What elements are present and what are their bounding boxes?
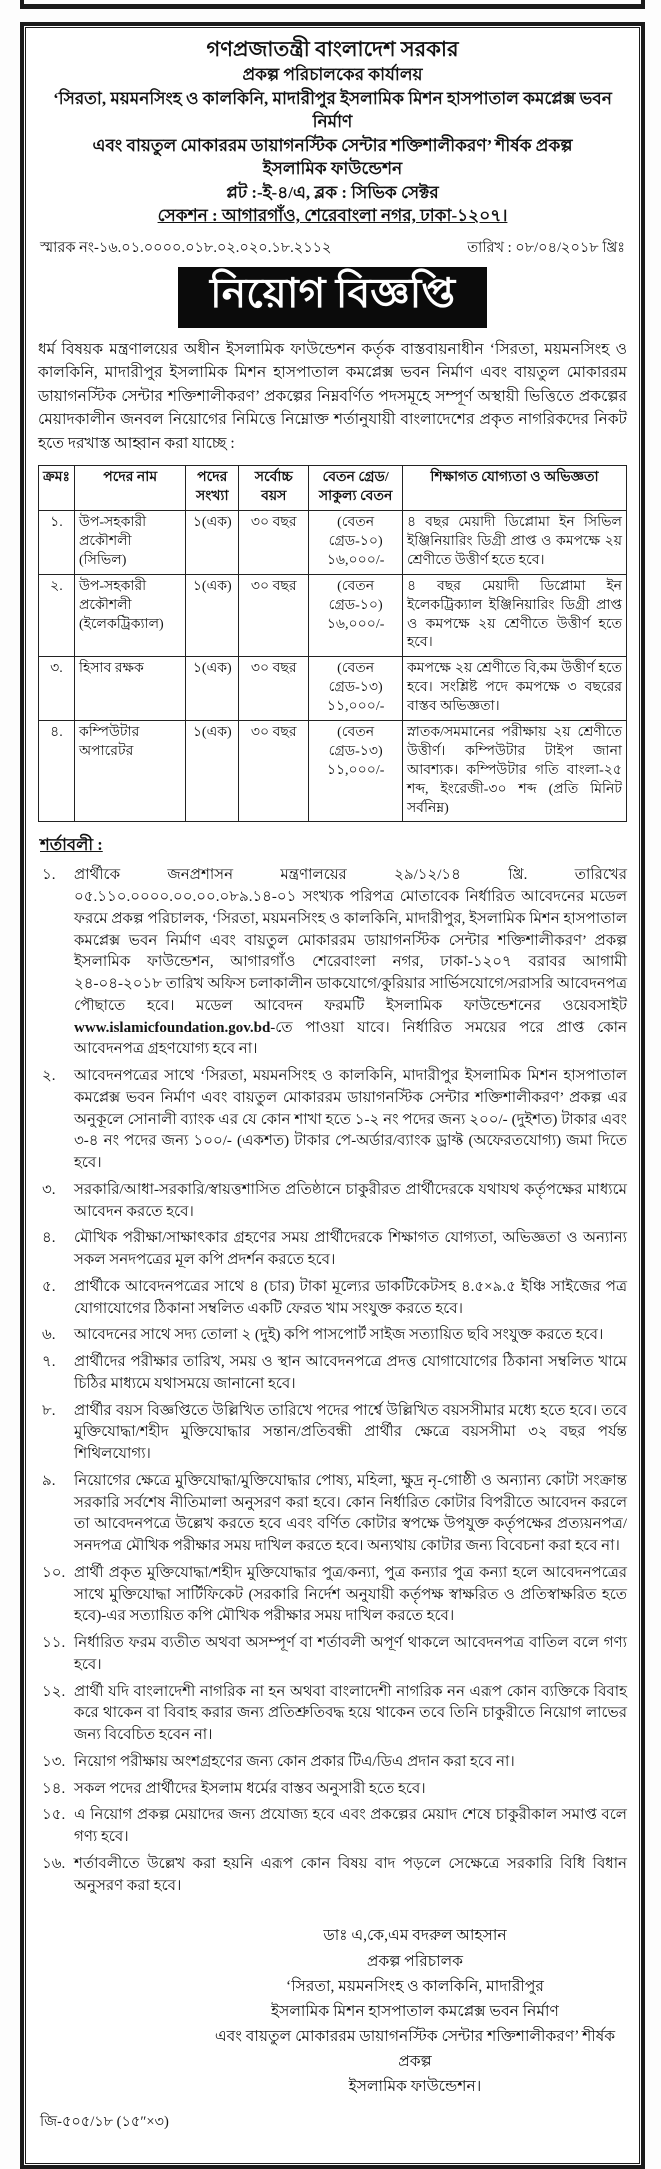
- salary-grade: (বেতন গ্রেড-১৩): [328, 725, 383, 759]
- memo-number: স্মারক নং-১৬.০১.০০০০.০১৮.০২.০২০.১৮.২১১২: [40, 240, 332, 257]
- term-text-after-url: -তে পাওয়া যাবে। নির্ধারিত সময়ের পরে প্রাপ্ত কোন আবেদনপত্র গ্রহণযোগ্য হবে না।: [74, 1019, 627, 1058]
- term-number: ১০.: [42, 1564, 66, 1581]
- term-text-before-url: প্রার্থীকে জনপ্রশাসন মন্ত্রণালয়ের ২৯/১২/১৪ খ্রি. তারিখের ০৫.১১০.০০০০.০০.০০.০৮৯.১৪-০১ সংখ্যক পরিপত্র মোতাবেক নির্ধারিত আবেদনের মডেল ফরমে প্রকল্প পরিচালক, ‘সিরতা, ময়মনসিংহ ও কালকিনি, মাদারীপুর, ইসলামিক মিশন হাসপাতাল কমপ্লেক্স ভবন নির্মাণ এবং বায়তুল মোকাররম ডায়াগনস্টিক সেন্টার শক্তিশালীকরণ’ প্রকল্প ইসলামিক ফাউন্ডেশন, আগারগাঁও শেরেবাংলা নগর, ঢাকা-১২০৭ বরাবর আগামী ২৪-০৪-২০১৮ তারিখ অফিস চলাকালীন ডাকযোগে/কুরিয়ার সার্ভিসযোগে/সরাসরি আবেদনপত্র পৌছাতে হবে। মডেল আবেদন ফরমটি ইসলামিক ফাউন্ডেশনের ওয়েবসাইট: [74, 867, 627, 1014]
- signatory-name: ডাঃ এ,কে,এম বদরুল আহসান: [323, 1927, 507, 1945]
- salary-amount: ১৬,০০০/-: [326, 552, 385, 568]
- terms-list: [38, 865, 627, 1897]
- term-item-9: [38, 1471, 627, 1558]
- project-name-line2: এবং বায়তুল মোকাররম ডায়াগনস্টিক সেন্টার শক্তিশালীকরণ’ শীর্ষক প্রকল্প: [92, 135, 573, 155]
- term-item-1: [38, 865, 627, 1061]
- table-row: [39, 511, 627, 575]
- row-age: ৩০ বছর: [239, 657, 309, 721]
- notice-document: [25, 27, 640, 2164]
- col-salary: বেতন গ্রেড/সাকুল্য বেতন: [309, 466, 403, 511]
- term-text: আবেদনপত্রের সাথে ‘সিরতা, ময়মনসিংহ ও কালকিনি, মাদারীপুর ইসলামিক মিশন হাসপাতাল কমপ্লেক্স ভবন নির্মাণ এবং বায়তুল মোকাররম ডায়াগনস্টিক সেন্টার শক্তিশালীকরণ’ প্রকল্প এর অনুকূলে সোনালী ব্যাংক এর যে কোন শাখা হতে ১-২ নং পদের জন্য ২০০/- (দুইশত) টাকার এবং ৩-৪ নং পদের জন্য ১০০/- (একশত) টাকার পে-অর্ডার/ব্যাংক ড্রাফ্ট (অফেরতযোগ্য) জমা দিতে হবে।: [74, 1068, 627, 1172]
- term-number: ৩.: [42, 1181, 56, 1198]
- signatory-designation: প্রকল্প পরিচালক: [366, 1952, 463, 1970]
- term-text: এ নিয়োগ প্রকল্প মেয়াদের জন্য প্রযোজ্য হবে এবং প্রকল্পের মেয়াদ শেষে চাকুরীকাল সমাপ্ত বলে গণ্য হবে।: [74, 1807, 627, 1846]
- memo-date: তারিখ : ০৮/০৪/২০১৮ খ্রিঃ: [467, 240, 625, 257]
- signature-project-line1: ‘সিরতা, ময়মনসিংহ ও কালকিনি, মাদারীপুর: [286, 1977, 544, 1995]
- term-text: সকল পদের প্রার্থীদের ইসলাম ধর্মের বাস্তব অনুসারী হতে হবে।: [74, 1780, 426, 1797]
- term-item-4: [38, 1228, 627, 1272]
- term-number: ৬.: [42, 1327, 56, 1344]
- term-number: ১.: [42, 867, 56, 884]
- term-text: নিয়োগের ক্ষেত্রে মুক্তিযোদ্ধা/মুক্তিযোদ্ধার পোষ্য, মহিলা, ক্ষুদ্র নৃ-গোষ্ঠী ও অন্যান্য কোটা সংক্রান্ত সরকারি সর্বশেষ নীতিমালা অনুসরণ করা হবে। কোন নির্ধারিত কোটার বিপরীতে আবেদন করলে তা আবেদনপত্রে উল্লেখ করতে হবে এবং বর্ণিত কোটার স্বপক্ষে উপযুক্ত কর্তৃপক্ষের প্রত্যয়নপত্র/সনদপত্র মৌখিক পরীক্ষার সময় দাখিল করতে হবে। অন্যথায় কোটার জন্য বিবেচনা করা হবে না।: [74, 1472, 627, 1555]
- term-text: প্রার্থীর বয়স বিজ্ঞপ্তিতে উল্লিখিত তারিখে পদের পার্শ্বে উল্লিখিত বয়সসীমার মধ্যে হতে হবে। তবে মুক্তিযোদ্ধা/শহীদ মুক্তিযোদ্ধার সন্তান/প্রতিবন্ধী প্রার্থীর ক্ষেত্রে বয়সসীমা ৩২ বছর পর্যন্ত শিথিলযোগ্য।: [74, 1402, 627, 1463]
- row-post: উপ-সহকারী প্রকৌশলী (ইলেকট্রিক্যাল): [74, 574, 185, 657]
- term-text: প্রার্থীকে আবেদনপত্রের সাথে ৪ (চার) টাকা মূল্যের ডাকটিকেটসহ ৪.৫×৯.৫ ইঞ্চি সাইজের পত্র যোগাযোগের ঠিকানা সম্বলিত একটি ফেরত খাম সংযুক্ত করতে হবে।: [74, 1278, 627, 1317]
- col-serial: ক্রমঃ: [39, 466, 75, 511]
- term-item-7: [38, 1352, 627, 1396]
- term-number: ২.: [42, 1068, 56, 1085]
- term-text: [74, 865, 627, 1061]
- row-post: হিসাব রক্ষক: [74, 657, 185, 721]
- government-title: গণপ্রজাতন্ত্রী বাংলাদেশ সরকার: [206, 37, 459, 61]
- row-count: ১(এক): [186, 574, 239, 657]
- term-number: ৯.: [42, 1472, 56, 1489]
- term-item-5: [38, 1277, 627, 1321]
- row-salary: [309, 511, 403, 575]
- col-post-name: পদের নাম: [74, 466, 185, 511]
- col-post-count: পদের সংখ্যা: [186, 466, 239, 511]
- table-row: [39, 574, 627, 657]
- term-text: মৌখিক পরীক্ষা/সাক্ষাৎকার গ্রহণের সময় প্রার্থীদেরকে শিক্ষাগত যোগ্যতা, অভিজ্ঞতা ও অন্যান্য সকল সনদপত্রের মূল কপি প্রদর্শন করতে হবে।: [74, 1230, 627, 1269]
- row-qualification: কমপক্ষে ২য় শ্রেণীতে বি,কম উত্তীর্ণ হতে হবে। সংশ্লিষ্ট পদে কমপক্ষে ৩ বছরের বাস্তব অভিজ্ঞতা।: [402, 657, 626, 721]
- term-number: ১৩.: [42, 1753, 66, 1770]
- table-row: [39, 657, 627, 721]
- plot-address: প্লট :-ই-৪/এ, ব্লক : সিভিক সেক্টর: [226, 182, 439, 202]
- salary-grade: (বেতন গ্রেড-১০): [328, 578, 383, 613]
- vacancy-table: [38, 465, 627, 822]
- term-number: ১২.: [42, 1683, 66, 1700]
- term-text: প্রার্থী যদি বাংলাদেশী নাগরিক না হন অথবা বাংলাদেশী নাগরিক নন এরূপ কোন ব্যক্তিকে বিবাহ করে থাকেন বা বিবাহ করার জন্য প্রতিশ্রুতিবদ্ধ হয়ে থাকেন তবে তিনি চাকুরীতে নিয়োগ লাভের জন্য বিবেচিত হবেন না।: [74, 1683, 627, 1744]
- term-item-10: [38, 1563, 627, 1628]
- term-number: ৭.: [42, 1354, 56, 1371]
- salary-grade: (বেতন গ্রেড-১৩): [328, 661, 383, 696]
- row-age: ৩০ বছর: [239, 511, 309, 575]
- term-text: নির্ধারিত ফরম ব্যতীত অথবা অসম্পূর্ণ বা শর্তাবলী অপূর্ণ থাকলে আবেদনপত্র বাতিল বলে গণ্য হবে।: [74, 1635, 627, 1673]
- row-serial: ৪.: [39, 721, 75, 822]
- row-salary: [309, 574, 403, 657]
- document-header: [38, 36, 627, 227]
- signature-organization: ইসলামিক ফাউন্ডেশন।: [348, 2078, 482, 2096]
- intro-paragraph: ধর্ম বিষয়ক মন্ত্রণালয়ের অধীন ইসলামিক ফাউন্ডেশন কর্তৃক বাস্তবায়নাধীন ‘সিরতা, ময়মনসিংহ ও কালকিনি, মাদারীপুর ইসলামিক মিশন হাসপাতাল কমপ্লেক্স ভবন নির্মাণ এবং বায়তুল মোকাররম ডায়াগনস্টিক সেন্টার শক্তিশালীকরণ’ প্রকল্পের নিম্নবর্ণিত পদসমূহে সম্পূর্ণ অস্থায়ী ভিত্তিতে প্রকল্পের মেয়াদকালীন জনবল নিয়োগের নিমিত্তে নিম্নোক্ত শর্তানুযায়ী বাংলাদেশের প্রকৃত নাগরিকদের নিকট হতে দরখাস্ত আহ্বান করা যাচ্ছে :: [38, 340, 627, 452]
- term-item-8: [38, 1401, 627, 1466]
- row-count: ১(এক): [186, 657, 239, 721]
- row-age: ৩০ বছর: [239, 574, 309, 657]
- term-item-15: [38, 1805, 627, 1849]
- term-text: শর্তাবলীতে উল্লেখ করা হয়নি এরূপ কোন বিষয় বাদ পড়লে সেক্ষেত্রে সরকারি বিধি বিধান অনুসরণ করা হবে।: [74, 1855, 627, 1894]
- salary-amount: ১১,০০০/-: [326, 699, 385, 715]
- organization-name: ইসলামিক ফাউন্ডেশন: [262, 159, 403, 179]
- term-number: ১১.: [42, 1635, 66, 1652]
- signature-block: [203, 1923, 627, 2099]
- row-count: ১(এক): [186, 511, 239, 575]
- term-item-3: [38, 1180, 627, 1224]
- term-item-12: [38, 1682, 627, 1747]
- term-text: সরকারি/আধা-সরকারি/স্বায়ত্তশাসিত প্রতিষ্ঠানে চাকুরীরত প্রার্থীদেরকে যথাযথ কর্তৃপক্ষের মাধ্যমে আবেদন করতে হবে।: [74, 1181, 627, 1220]
- term-number: ১৬.: [42, 1855, 66, 1872]
- table-row: [39, 721, 627, 822]
- row-age: ৩০ বছর: [239, 721, 309, 822]
- notice-title-wrap: [38, 267, 627, 327]
- salary-grade: (বেতন গ্রেড-১০): [328, 515, 383, 550]
- row-qualification: ৪ বছর মেয়াদী ডিপ্লোমা ইন সিভিল ইঞ্জিনিয়ারিং ডিগ্রী প্রাপ্ত ও কমপক্ষে ২য় শ্রেণীতে উত্তীর্ণ হতে হবে।: [402, 511, 626, 575]
- row-post: উপ-সহকারী প্রকৌশলী (সিভিল): [74, 511, 185, 575]
- print-reference-code: জি-৫০৫/১৮ (১৫″×৩): [40, 2114, 169, 2131]
- col-max-age: সর্বোচ্চ বয়স: [239, 466, 309, 511]
- row-salary: [309, 657, 403, 721]
- table-header-row: [39, 466, 627, 511]
- section-address: সেকশন : আগারগাঁও, শেরেবাংলা নগর, ঢাকা-১২০৭।: [157, 206, 508, 226]
- memo-row: [40, 237, 625, 261]
- term-number: ৮.: [42, 1402, 56, 1419]
- term-text: প্রার্থী প্রকৃত মুক্তিযোদ্ধা/শহীদ মুক্তিযোদ্ধার পুত্র/কন্যা, পুত্র কন্যার পুত্র কন্যা হলে আবেদনপত্রের সাথে মুক্তিযোদ্ধা সার্টিফিকেট (সরকারি নির্দেশ অনুযায়ী কর্তৃপক্ষ স্বাক্ষরিত ও প্রতিস্বাক্ষরিত হতে হবে)-এর সত্যায়িত কপি মৌখিক পরীক্ষার সময় দাখিল করতে হবে।: [74, 1564, 627, 1625]
- terms-heading: শর্তাবলী :: [40, 835, 103, 855]
- term-number: ৪.: [42, 1230, 56, 1247]
- signature-project-line2: ইসলামিক মিশন হাসপাতাল কমপ্লেক্স ভবন নির্মাণ: [271, 2002, 559, 2020]
- term-item-11: [38, 1633, 627, 1677]
- signature-project-line3: এবং বায়তুল মোকাররম ডায়াগনস্টিক সেন্টার শক্তিশালীকরণ’ শীর্ষক প্রকল্প: [214, 2027, 616, 2071]
- row-serial: ৩.: [39, 657, 75, 721]
- notice-document-border: [20, 22, 645, 2169]
- project-name-line1: ‘সিরতা, ময়মনসিংহ ও কালকিনি, মাদারীপুর ইসলামিক মিশন হাসপাতাল কমপ্লেক্স ভবন নির্মাণ: [53, 88, 612, 132]
- office-name: প্রকল্প পরিচালকের কার্যালয়: [242, 65, 423, 85]
- term-item-2: [38, 1066, 627, 1175]
- term-text: প্রার্থীদের পরীক্ষার তারিখ, সময় ও স্থান আবেদনপত্রে প্রদত্ত যোগাযোগের ঠিকানা সম্বলিত খামে চিঠির মাধ্যমে যথাসময়ে জানানো হবে।: [74, 1354, 627, 1392]
- col-qualification: শিক্ষাগত যোগ্যতা ও অভিজ্ঞতা: [402, 466, 626, 511]
- row-post: কম্পিউটার অপারেটর: [74, 721, 185, 822]
- term-text: আবেদনের সাথে সদ্য তোলা ২ (দুই) কপি পাসপোর্ট সাইজ সত্যায়িত ছবি সংযুক্ত করতে হবে।: [74, 1327, 604, 1344]
- salary-amount: ১১,০০০/-: [326, 762, 385, 778]
- row-serial: ২.: [39, 574, 75, 657]
- term-item-14: [38, 1779, 627, 1801]
- row-salary: [309, 721, 403, 822]
- salary-amount: ১৬,০০০/-: [326, 616, 385, 632]
- row-qualification: ৪ বছর মেয়াদী ডিপ্লোমা ইন ইলেকট্রিক্যাল ইঞ্জিনিয়ারিং ডিগ্রী প্রাপ্ত ও কমপক্ষে ২য় শ্রেণীতে উত্তীর্ণ হতে হবে।: [402, 574, 626, 657]
- term-number: ১৪.: [42, 1780, 66, 1797]
- row-qualification: স্নাতক/সমমানের পরীক্ষায় ২য় শ্রেণীতে উত্তীর্ণ। কম্পিউটার টাইপ জানা আবশ্যক। কম্পিউটার গতি বাংলা-২৫ শব্দ, ইংরেজী-৩০ শব্দ (প্রতি মিনিট সর্বনিম্ন): [402, 721, 626, 822]
- term-item-6: [38, 1325, 627, 1347]
- row-count: ১(এক): [186, 721, 239, 822]
- website-url: www.islamicfoundation.gov.bd: [74, 1019, 271, 1036]
- term-number: ১৫.: [42, 1807, 66, 1824]
- term-item-16: [38, 1854, 627, 1898]
- term-text: নিয়োগ পরীক্ষায় অংশগ্রহণের জন্য কোন প্রকার টিএ/ডিএ প্রদান করা হবে না।: [74, 1753, 515, 1770]
- row-serial: ১.: [39, 511, 75, 575]
- term-item-13: [38, 1752, 627, 1774]
- notice-title: নিয়োগ বিজ্ঞপ্তি: [178, 267, 487, 327]
- previous-box-bottom-edge: [20, 0, 645, 9]
- term-number: ৫.: [42, 1278, 56, 1295]
